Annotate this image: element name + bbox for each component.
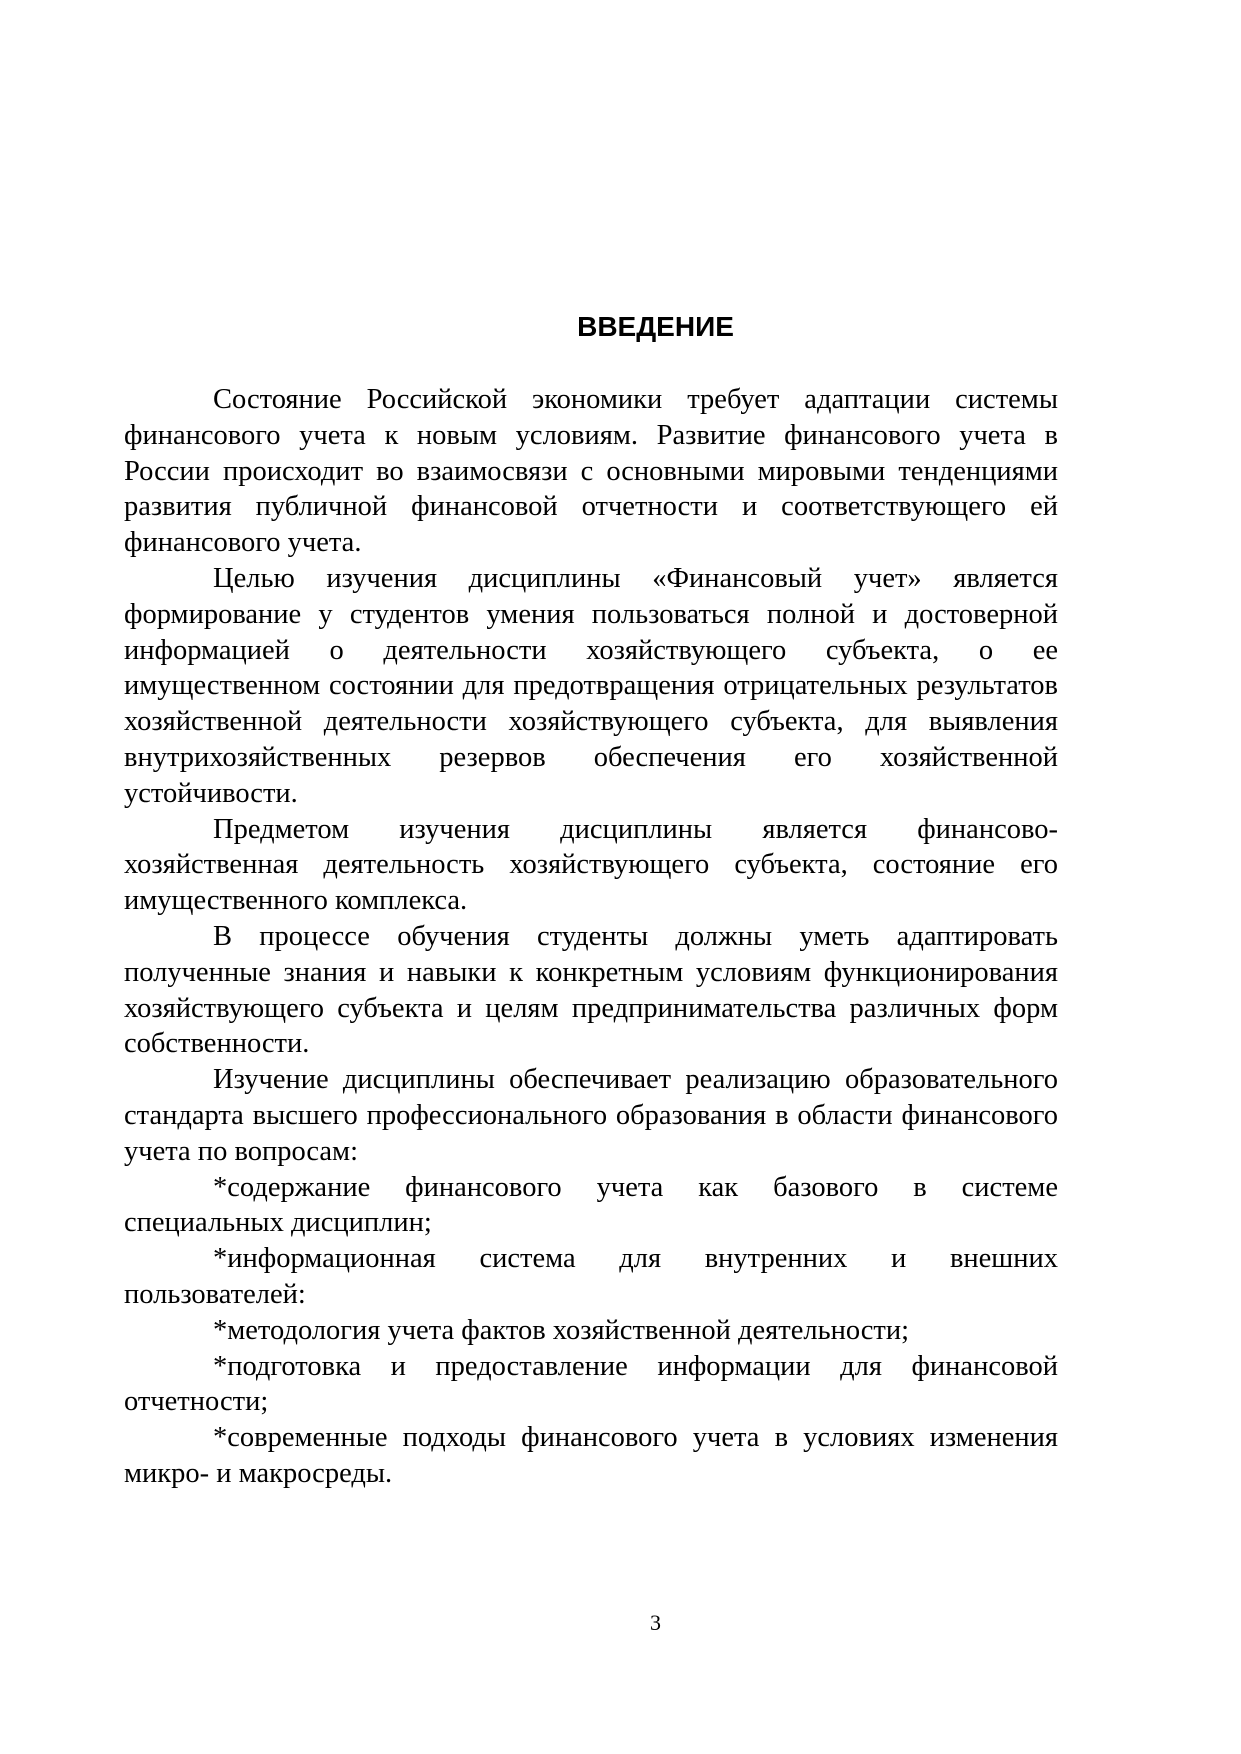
page-title: ВВЕДЕНИЕ xyxy=(577,311,734,342)
paragraph-intro: Состояние Российской экономики требует адаптации системы финансового учета к новым условиям. Развитие финансового учета в России происходит во взаимосвязи с основными мировыми тенденциями развития публичной финансовой отчетности и соответствующего ей финансового учета. xyxy=(124,384,1058,559)
paragraph-goal: Целью изучения дисциплины «Финансовый учет» является формирование у студентов умения пользоваться полной и достоверной информацией о деятельности хозяйствующего субъекта, о ее имущественном состоянии для предотвращения отрицательных результатов хозяйственной деятельности хозяйствующего субъекта, для выявления внутрихозяйственных резервов обеспечения его хозяйственной устойчивости. xyxy=(124,562,1058,809)
page-number: 3 xyxy=(650,1610,661,1635)
paragraph-standard: Изучение дисциплины обеспечивает реализацию образовательного стандарта высшего профессионального образования в области финансового учета по вопросам: xyxy=(124,1064,1058,1167)
list-item: *содержание финансового учета как базового в системе специальных дисциплин; xyxy=(124,1171,1058,1239)
paragraph-learning: В процессе обучения студенты должны уметь адаптировать полученные знания и навыки к конкретным условиям функционирования хозяйствующего субъекта и целям предпринимательства различных форм собственности. xyxy=(124,920,1058,1060)
list-item: *информационная система для внутренних и внешних пользователей: xyxy=(124,1243,1058,1310)
list-item: *современные подходы финансового учета в условиях изменения микро- и макросреды. xyxy=(124,1422,1058,1489)
list-item: *подготовка и предоставление информации для финансовой отчетности; xyxy=(124,1350,1058,1418)
paragraph-subject: Предметом изучения дисциплины является финансово-хозяйственная деятельность хозяйствующего субъекта, состояние его имущественного комплекса. xyxy=(124,813,1058,917)
document-body xyxy=(124,382,1058,1492)
list-item: *методология учета фактов хозяйственной деятельности; xyxy=(213,1314,910,1346)
